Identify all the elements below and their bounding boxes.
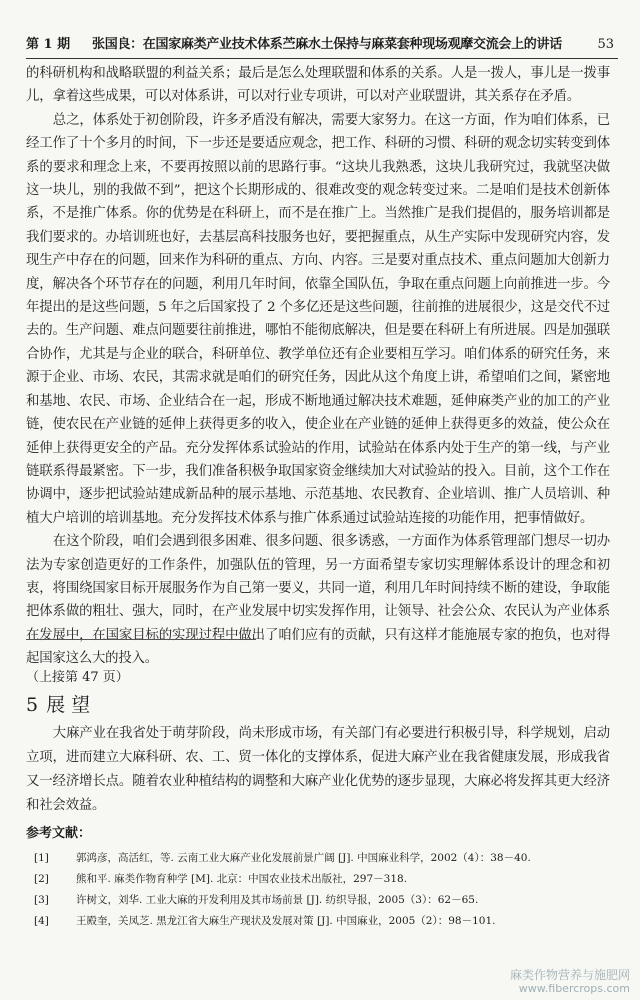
section-number: 5 [26, 694, 39, 716]
reference-item [26, 890, 610, 911]
reference-text: 王殿奎，关凤芝. 黑龙江省大麻生产现状及发展对策 [J]. 中国麻业，2005（2）：98－101. [76, 915, 496, 927]
reference-item [26, 848, 610, 869]
section-title: 展望 [46, 694, 97, 716]
reference-text: 许树文，刘华. 工业大麻的开发利用及其市场前景 [J]. 纺织导报，2005（3）：62－65. [76, 894, 479, 906]
reference-number: [4] [34, 915, 49, 927]
reference-list [26, 848, 610, 932]
page-number: 53 [597, 37, 614, 52]
watermark-name: 麻类作物营养与施肥网 [509, 968, 630, 982]
reference-number: [2] [34, 873, 49, 885]
section-body [26, 722, 610, 818]
continued-note: （上接第 47 页） [26, 670, 129, 685]
article-body [26, 62, 610, 671]
running-header [26, 34, 614, 56]
reference-number: [1] [34, 852, 49, 864]
body-paragraph: 的科研机构和战略联盟的利益关系；最后是怎么处理联盟和体系的关系。人是一拨人，事儿是一拨事儿，拿着这些成果，可以对体系讲，可以对行业专项讲，可以对产业联盟讲，其关系存在矛盾。 [26, 66, 610, 105]
running-title: 张国良：在国家麻类产业技术体系苎麻水土保持与麻菜套种现场观摩交流会上的讲话 [92, 37, 562, 52]
issue-number: 第 1 期 [26, 37, 71, 52]
section-paragraph: 大麻产业在我省处于萌芽阶段，尚未形成市场，有关部门有必要进行积极引导，科学规划，启动立项，进而建立大麻科研、农、工、贸一体化的支撑体系，促进大麻产业在我省健康发展，形成我省又一经济增长点。随着农业种植结构的调整和大麻产业化优势的逐步显现，大麻必将发挥其更大经济和社会效益。 [26, 726, 610, 813]
section-heading [26, 690, 96, 717]
references-title: 参考文献： [26, 826, 92, 841]
reference-number: [3] [34, 894, 49, 906]
reference-item [26, 869, 610, 890]
body-paragraph: 在这个阶段，咱们会遇到很多困难、很多问题、很多诱惑，一方面作为体系管理部门想尽一切办法为专家创造更好的工作条件，加强队伍的管理，另一方面希望专家切实理解体系设计的理念和初衷，将围绕国家目标开展服务作为自己第一要义，共同一道，利用几年时间持续不断的建设，争取能把体系做的粗壮、强大，同时，在产业发展中切实发挥作用，让领导、社会公众、农民认为产业体系在发展中，在国家目标的实现过程中做出了咱们应有的贡献，只有这样才能施展专家的抱负，也对得起国家这么大的投入。 [26, 534, 610, 667]
header-rule [26, 58, 618, 59]
reference-text: 郭鸿彦，高活红，等. 云南工业大麻产业化发展前景广阔 [J]. 中国麻业科学，2002（4）：38－40. [76, 852, 531, 864]
watermark-url: www.fibercrops.com [518, 982, 630, 995]
body-paragraph: 总之，体系处于初创阶段，许多矛盾没有解决，需要大家努力。在这一方面，作为咱们体系，已经工作了十个多月的时间，下一步还是要适应观念，把工作、科研的习惯、科研的观念切实转变到体系的要求和理念上来，不要再按照以前的思路行事。“这块儿我熟悉，这块儿我研究过，我就坚决做这一块儿，别的我做不到”，把这个长期形成的、很难改变的观念转变过来。二是咱们是技术创新体系，不是推广体系。你的优势是在科研上，而不是在推广上。当然推广是我们提倡的，服务培训都是我们要求的。办培训班也好，去基层高科技服务也好，要把握重点，从生产实际中发现研究内容，发现生产中存在的问题，回来作为科研的重点、方向、内容。三是要对重点技术、重点问题加大创新力度，解决各个环节存在的问题，利用几年时间，依靠全国队伍，争取在重点问题上向前推进一步。今年提出的是这些问题，5 年之后国家投了 2 个多亿还是这些问题，往前推的进展很少，这是交代不过去的。生产问题、难点问题要往前推进，哪怕不能彻底解决，但是要在科研上有所进展。四是加强联合协作，尤其是与企业的联合，科研单位、教学单位还有企业要相互学习。咱们体系的研究任务，来源于企业、市场、农民，其需求就是咱们的研究任务，因此从这个角度上讲，希望咱们之间，紧密地和基地、农民、市场、企业结合在一起，形成不断地通过解决技术难题，延伸麻类产业的加工的产业链，使农民在产业链的延伸上获得更多的收入，使企业在产业链的延伸上获得更多的效益，使公众在延伸上获得更安全的产品。充分发挥体系试验站的作用，试验站在体系内处于生产的第一线，与产业链联系得最紧密。下一步，我们准备积极争取国家资金继续加大对试验站的投入。目前，这个工作在协调中，逐步把试验站建成新品种的展示基地、示范基地、农民教育、企业培训、推广人员培训、种植大户培训的培训基地。充分发挥技术体系与推广体系通过试验站连接的功能作用，把事情做好。 [26, 112, 610, 526]
reference-text: 熊和平. 麻类作物育种学 [M]. 北京：中国农业技术出版社，297－318. [76, 873, 408, 885]
site-watermark [510, 968, 630, 996]
reference-item [26, 911, 610, 932]
article-separator [26, 639, 256, 640]
